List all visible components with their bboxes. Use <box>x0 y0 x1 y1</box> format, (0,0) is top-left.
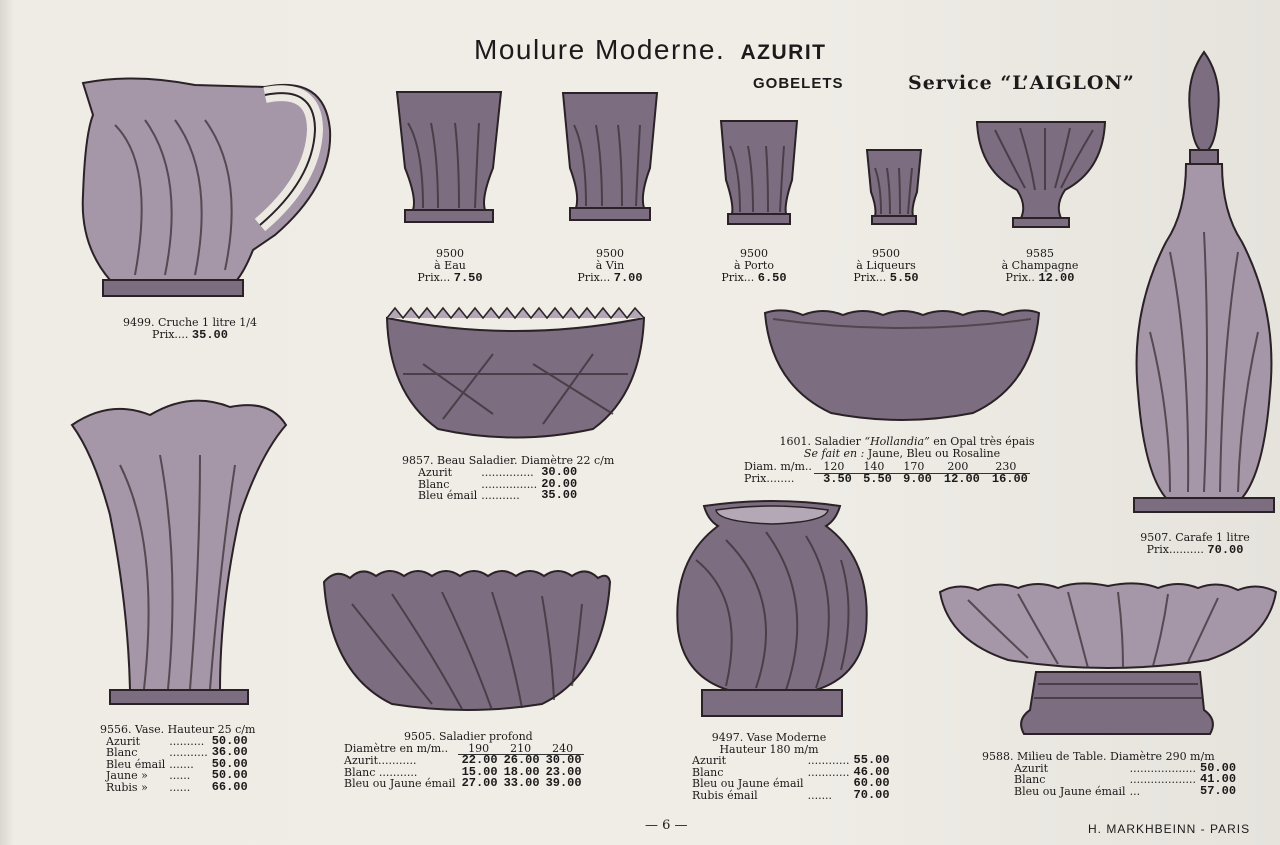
gobelet-liqueurs-image <box>865 148 923 226</box>
prix-cell: 9.00 <box>903 471 932 486</box>
beau-saladier-caption <box>402 455 642 502</box>
page-number: — 6 — <box>645 818 688 833</box>
diam-cell: 240 <box>542 743 584 755</box>
vase-moderne-caption <box>690 731 890 802</box>
champagne-name: à Champagne <box>1001 259 1079 272</box>
prix-label: Prix........ <box>744 472 795 486</box>
vin-name: à Vin <box>595 259 625 272</box>
price-cell: 30.00 <box>545 753 582 767</box>
milieu-title: 9588. Milieu de Table. Diamètre 290 m/m <box>982 750 1215 763</box>
row-label: Azurit <box>1014 761 1049 775</box>
eau-price: 7.50 <box>453 271 483 285</box>
row-label: Azurit........... <box>344 753 417 767</box>
beau-saladier-image <box>383 304 648 444</box>
prix-cell: 3.50 <box>823 471 852 486</box>
vase-moderne-title: 9497. Vase Moderne <box>711 731 827 744</box>
row-price: 70.00 <box>853 787 890 802</box>
row-price: 20.00 <box>541 476 578 491</box>
page-title <box>474 34 827 66</box>
porto-prix-label: Prix... <box>721 271 755 284</box>
row-label: Bleu émail <box>418 489 478 502</box>
row-label: Bleu émail <box>106 757 166 771</box>
diam-cell: 140 <box>854 461 894 473</box>
row-dots: ... <box>1129 784 1141 798</box>
row-dots: .......... <box>169 734 205 748</box>
cruche-image <box>75 75 335 300</box>
vase-moderne-price-table <box>690 755 892 801</box>
prix-cell: 12.00 <box>943 471 980 486</box>
liqueurs-name: à Liqueurs <box>856 259 916 272</box>
saladier-profond-title: 9505. Saladier profond <box>404 730 533 743</box>
row-dots: ................... <box>1129 773 1197 786</box>
vase-9556-image <box>70 395 288 707</box>
beau-saladier-price-table <box>416 467 579 502</box>
row-price: 35.00 <box>541 488 578 502</box>
coupe-champagne-image <box>975 120 1107 230</box>
cruche-name: 9499. Cruche 1 litre 1/4 <box>123 316 257 329</box>
vase-9556-title: 9556. Vase. Hauteur 25 c/m <box>100 723 256 736</box>
row-label: Bleu ou Jaune émail <box>1014 784 1126 798</box>
eau-caption <box>395 248 505 284</box>
hollandia-title-a: 1601. Saladier <box>779 435 861 448</box>
champagne-caption <box>985 248 1095 284</box>
porto-price: 6.50 <box>757 271 787 285</box>
eau-prix-label: Prix... <box>417 271 451 284</box>
cruche-caption <box>95 317 285 341</box>
row-price: 30.00 <box>541 465 578 479</box>
vase-moderne-image <box>676 500 868 720</box>
price-row <box>416 490 579 502</box>
row-dots: ....... <box>807 788 833 802</box>
vin-price: 7.00 <box>613 271 643 285</box>
porto-name: à Porto <box>734 259 774 272</box>
vase-moderne-height: Hauteur 180 m/m <box>719 742 819 756</box>
row-price: 41.00 <box>1200 772 1237 786</box>
liqueurs-ref: 9500 <box>872 247 900 260</box>
row-label: Bleu ou Jaune émail <box>344 777 456 790</box>
row-label: Azurit <box>692 754 727 767</box>
title-sub: AZURIT <box>740 41 827 64</box>
row-price: 66.00 <box>211 779 248 794</box>
diam-cell: 200 <box>934 461 982 473</box>
saladier-profond-price-table <box>342 743 584 790</box>
diam-label: Diamètre en m/m.. <box>344 741 449 755</box>
gobelet-eau-image <box>393 88 505 228</box>
row-label: Rubis émail <box>692 788 758 802</box>
row-dots: ........... <box>169 746 208 759</box>
porto-ref: 9500 <box>740 247 768 260</box>
carafe-price: 70.00 <box>1207 543 1244 557</box>
row-dots: ...... <box>169 769 191 782</box>
liqueurs-prix-label: Prix... <box>853 271 887 284</box>
row-label: Jaune » <box>106 769 148 782</box>
row-dots: ............ <box>807 754 850 767</box>
price-cell: 26.00 <box>503 753 540 767</box>
row-dots <box>806 778 852 790</box>
milieu-price-table <box>1012 760 1238 798</box>
vin-ref: 9500 <box>596 247 624 260</box>
price-row <box>342 778 584 790</box>
milieu-de-table-image <box>938 580 1278 738</box>
milieu-caption <box>982 751 1272 797</box>
carafe-prix-label: Prix.......... <box>1146 543 1204 556</box>
hollandia-title-c: en Opal très épais <box>933 435 1035 448</box>
prix-row <box>742 473 1030 485</box>
row-dots: ........... <box>481 489 520 502</box>
row-price: 60.00 <box>853 776 890 790</box>
row-label: Blanc <box>1014 773 1046 786</box>
title-main: Moulure Moderne. <box>474 34 726 65</box>
diam-cell: 210 <box>500 743 542 755</box>
liqueurs-price: 5.50 <box>889 271 919 285</box>
vase-9556-price-table <box>104 733 250 794</box>
hollandia-saladier-image <box>763 305 1041 425</box>
price-cell: 27.00 <box>461 776 498 790</box>
cruche-price: 35.00 <box>191 328 228 342</box>
diam-cell: 170 <box>894 461 934 473</box>
eau-name: à Eau <box>434 259 466 272</box>
price-cell: 33.00 <box>503 776 540 790</box>
price-cell: 15.00 <box>461 764 498 779</box>
vin-prix-label: Prix... <box>577 271 611 284</box>
diam-cell: 190 <box>458 743 500 755</box>
champagne-ref: 9585 <box>1026 247 1054 260</box>
gobelet-vin-image <box>560 90 660 225</box>
hollandia-price-table <box>742 461 1030 485</box>
price-cell: 23.00 <box>545 764 582 779</box>
row-dots: ............ <box>807 765 850 779</box>
price-cell: 18.00 <box>503 764 540 779</box>
row-price: 50.00 <box>211 768 248 782</box>
row-label: Azurit <box>418 466 453 479</box>
hollandia-title-b: “Hollandia” <box>864 435 930 448</box>
row-price: 57.00 <box>1200 783 1237 798</box>
row-label: Bleu ou Jaune émail <box>692 777 804 790</box>
row-label: Blanc <box>106 746 138 759</box>
row-label: Blanc <box>692 765 724 779</box>
diam-cell: 230 <box>982 461 1030 473</box>
price-cell: 22.00 <box>461 753 498 767</box>
prix-cell: 5.50 <box>863 471 892 486</box>
row-price: 55.00 <box>853 753 890 767</box>
row-price: 50.00 <box>1200 760 1237 775</box>
diam-label: Diam. m/m.. <box>744 460 812 474</box>
row-price: 50.00 <box>211 756 248 771</box>
champagne-prix-label: Prix.. <box>1005 271 1035 284</box>
row-dots: ............... <box>481 466 534 479</box>
row-price: 50.00 <box>211 733 248 748</box>
row-dots: ................ <box>481 477 538 491</box>
carafe-caption <box>1120 532 1270 556</box>
gobelet-porto-image <box>718 118 800 228</box>
saladier-profond-image <box>322 564 612 716</box>
liqueurs-caption <box>836 248 936 284</box>
champagne-price: 12.00 <box>1038 271 1075 285</box>
price-row <box>690 790 892 802</box>
carafe-image <box>1130 52 1278 514</box>
row-price: 36.00 <box>211 745 248 759</box>
row-label: Azurit <box>106 734 141 748</box>
beau-saladier-title: 9857. Beau Saladier. Diamètre 22 c/m <box>402 454 615 467</box>
gobelets-heading: GOBELETS <box>753 75 844 92</box>
eau-ref: 9500 <box>436 247 464 260</box>
publisher: H. MARKHBEINN - PARIS <box>1088 822 1251 836</box>
row-label: Blanc ........... <box>344 765 418 779</box>
price-cell: 39.00 <box>545 776 582 790</box>
row-label: Rubis » <box>106 780 148 794</box>
service-heading: Service “L’AIGLON” <box>908 72 1135 94</box>
diam-cell: 120 <box>814 461 854 473</box>
saladier-profond-caption <box>342 731 602 790</box>
vin-caption <box>555 248 665 284</box>
carafe-name: 9507. Carafe 1 litre <box>1140 531 1250 544</box>
price-row <box>104 782 250 794</box>
row-label: Blanc <box>418 477 450 491</box>
row-dots: ...... <box>169 780 191 794</box>
vase-9556-caption <box>100 724 280 793</box>
cruche-prix-label: Prix.... <box>152 328 189 341</box>
row-dots: ....... <box>169 757 194 771</box>
porto-caption <box>704 248 804 284</box>
price-row <box>1012 786 1238 798</box>
prix-cell: 16.00 <box>991 471 1028 486</box>
hollandia-sub-a: Se fait en : <box>803 447 865 460</box>
row-dots: ................... <box>1129 761 1197 775</box>
hollandia-sub-b: Jaune, Bleu ou Rosaline <box>867 447 1001 460</box>
row-price: 46.00 <box>853 764 890 779</box>
hollandia-caption <box>742 436 1052 485</box>
